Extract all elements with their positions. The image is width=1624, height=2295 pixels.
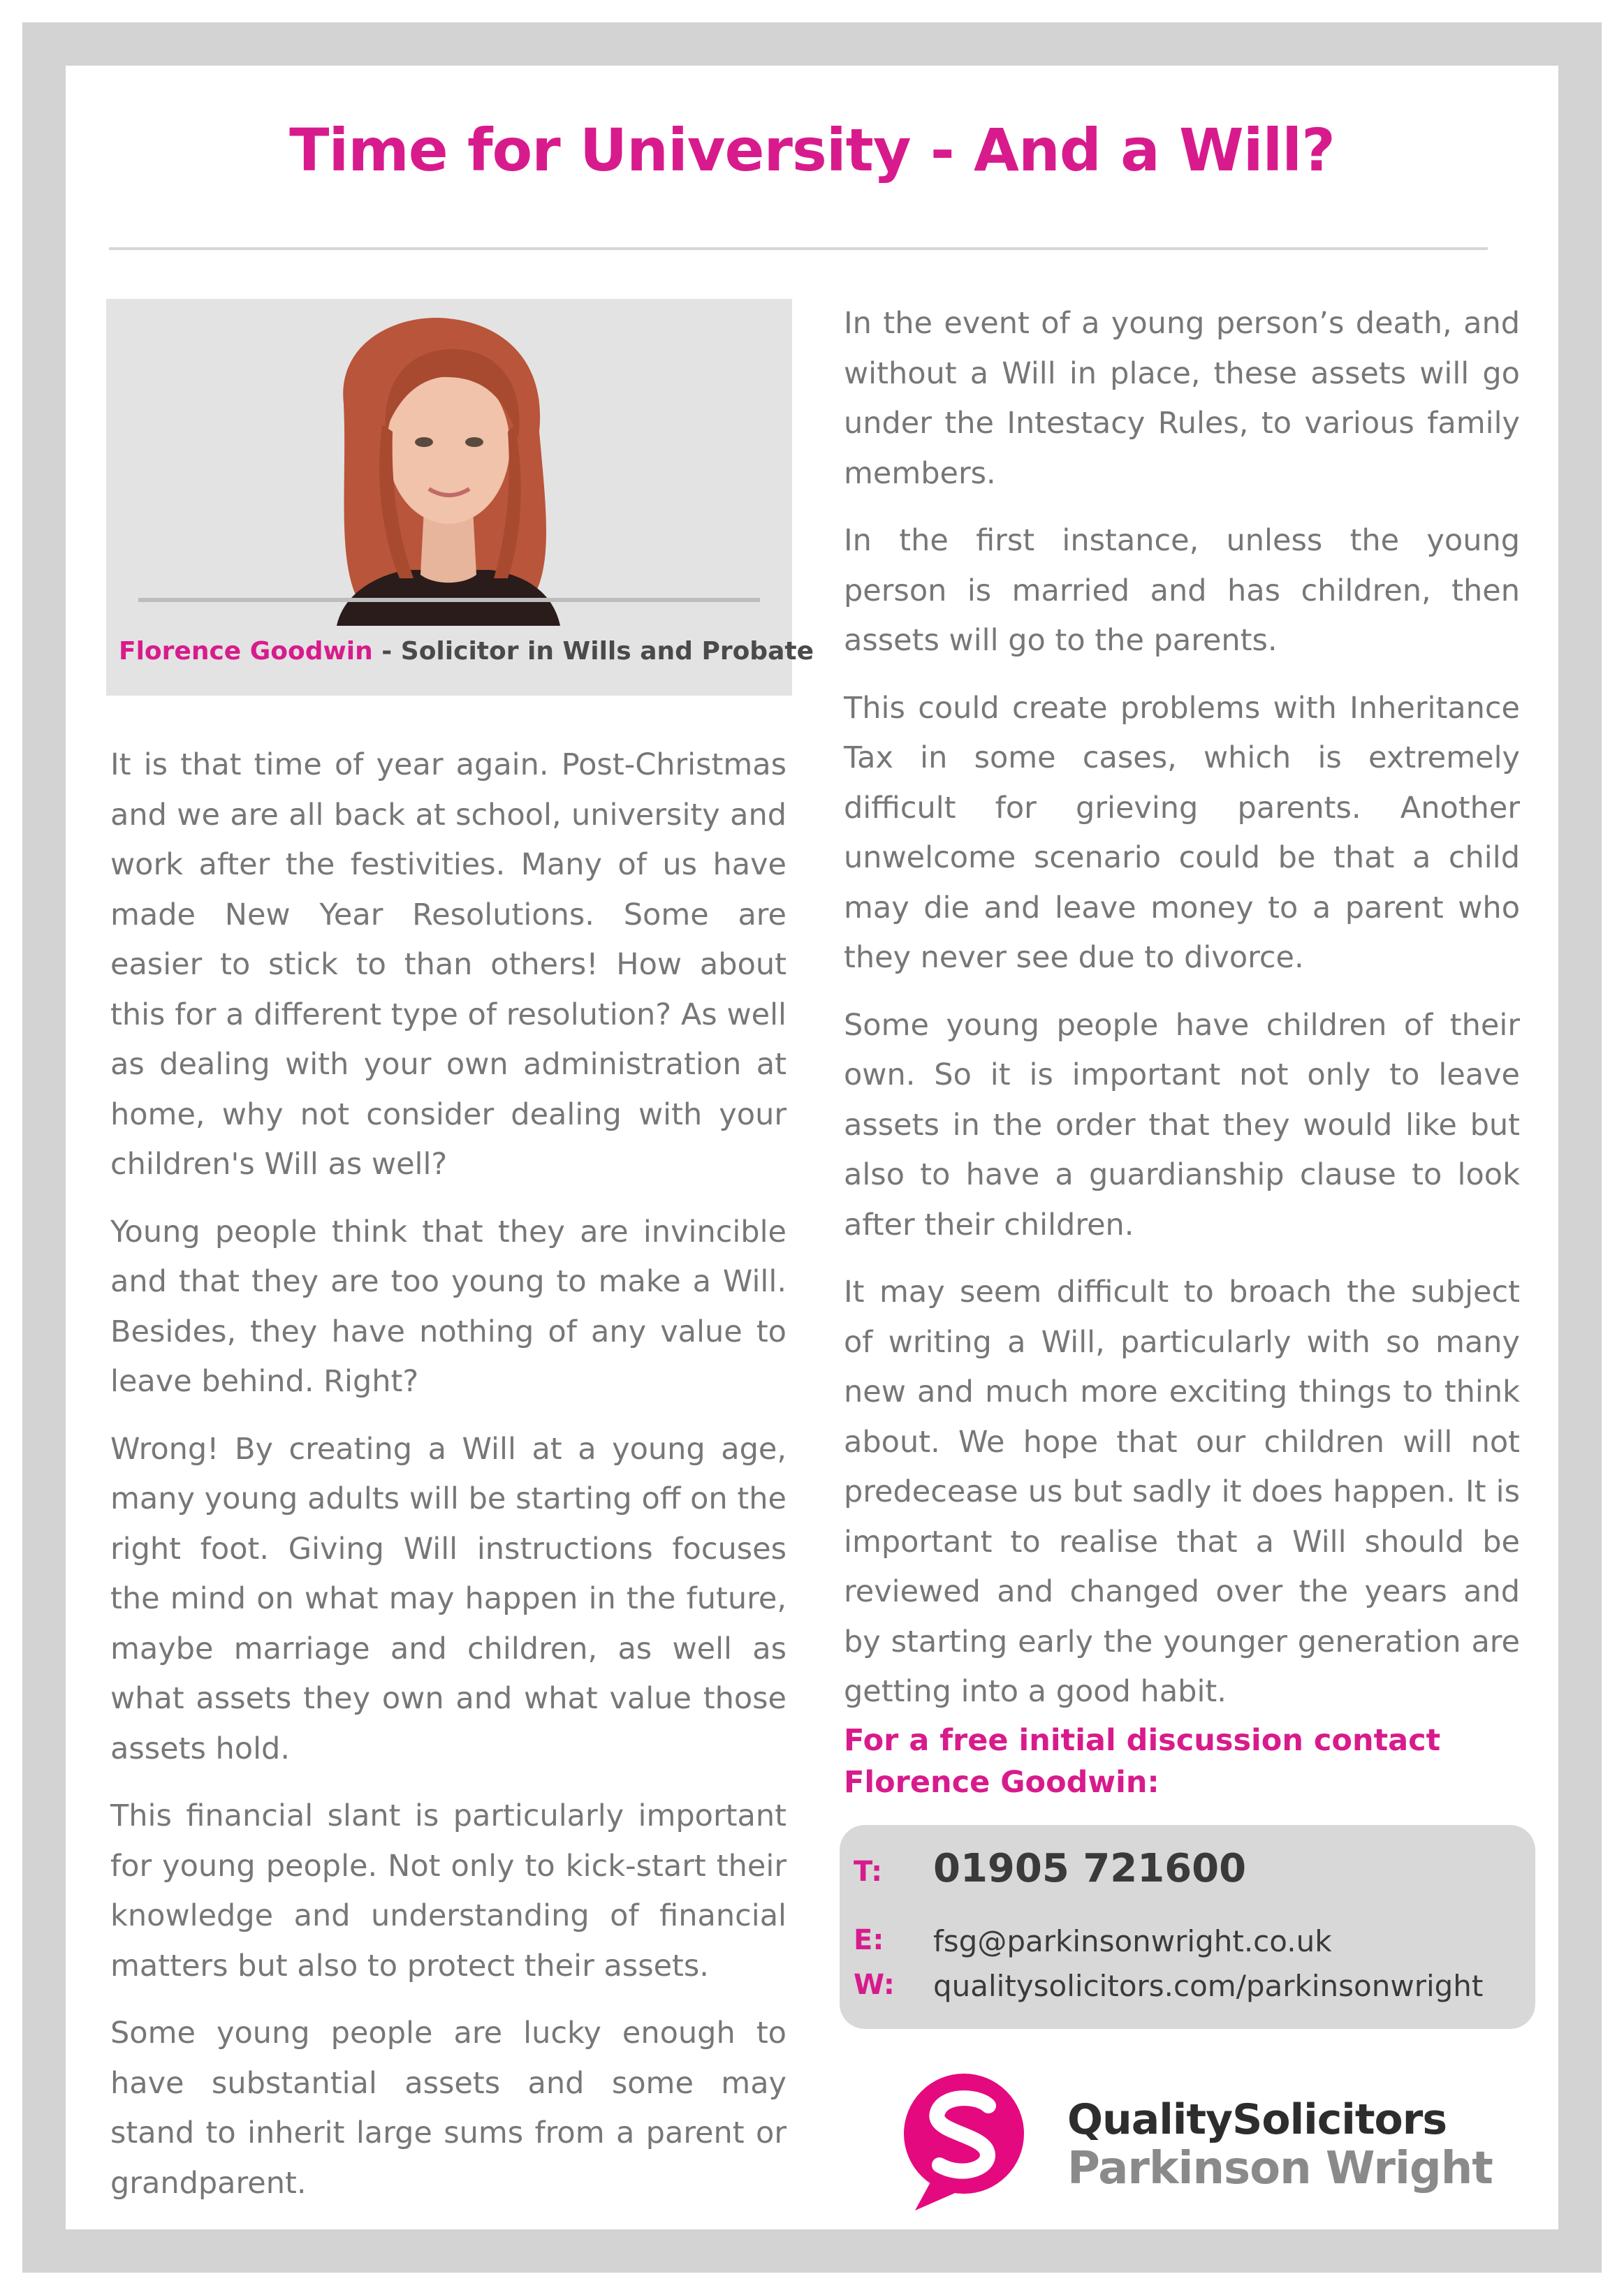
logo-text-line-1: QualitySolicitors bbox=[1067, 2095, 1447, 2144]
title-divider bbox=[109, 247, 1488, 250]
cta-line-2: Florence Goodwin: bbox=[844, 1765, 1160, 1800]
left-column bbox=[110, 740, 787, 2226]
body-paragraph: Wrong! By creating a Will at a young age, many young adults will be starting off on the right foot. Giving Will instructions focuses the mind on what may happen in the future, maybe marriage and children, as well as what assets they own and what value those assets hold. bbox=[110, 1431, 787, 1766]
caption-role: - Solicitor in Wills and Probate bbox=[372, 637, 814, 666]
body-paragraph: This financial slant is particularly important for young people. Not only to kick-start their knowledge and understanding of financial matters but also to protect their assets. bbox=[110, 1798, 787, 1984]
document-page bbox=[66, 66, 1558, 2229]
quality-solicitors-s-icon bbox=[894, 2067, 1048, 2221]
company-logo bbox=[894, 2067, 1523, 2221]
portrait-image bbox=[106, 299, 792, 626]
email-label: E: bbox=[854, 1924, 884, 1956]
body-paragraph: It may seem difficult to broach the subject of writing a Will, particularly with so many new and much more exciting things to think about. We hope that our children will not predecease us but sadly it does happen. It is important to realise that a Will should be reviewed and changed over the years and by starting early the younger generation are getting into a good habit. bbox=[844, 1275, 1520, 1709]
contact-call-to-action bbox=[844, 1720, 1520, 1803]
photo-caption bbox=[119, 637, 814, 666]
author-photo-panel bbox=[106, 299, 814, 696]
body-paragraph: Some young people are lucky enough to have substantial assets and some may stand to inherit large sums from a parent or grandparent. bbox=[110, 2016, 787, 2201]
body-paragraph: Young people think that they are invincible and that they are too young to make a Will. Besides, they have nothing of any value to leave behind. Right? bbox=[110, 1214, 787, 1399]
body-paragraph: In the first instance, unless the young person is married and has children, then assets will go to the parents. bbox=[844, 523, 1520, 658]
cta-line-1: For a free initial discussion contact bbox=[844, 1723, 1441, 1758]
website-link[interactable]: qualitysolicitors.com/parkinsonwright bbox=[933, 1969, 1484, 2003]
right-column bbox=[844, 299, 1520, 1735]
web-label: W: bbox=[854, 1969, 895, 2001]
logo-text-line-2: Parkinson Wright bbox=[1067, 2143, 1493, 2194]
body-paragraph: This could create problems with Inheritance Tax in some cases, which is extremely difficult for grieving parents. Another unwelcome scenario could be that a child may die and leave money to a parent who they never see due to divorce. bbox=[844, 690, 1520, 975]
phone-label: T: bbox=[854, 1856, 883, 1888]
contact-details-box bbox=[840, 1825, 1535, 2029]
body-paragraph: It is that time of year again. Post-Christmas and we are all back at school, university and work after the festivities. Many of us have made New Year Resolutions. Some are easier to stick to than others! How about this for a different type of resolution? As well as dealing with your own administration at home, why not consider dealing with your children's Will as well? bbox=[110, 747, 787, 1182]
email-link[interactable]: fsg@parkinsonwright.co.uk bbox=[933, 1924, 1332, 1958]
page-title: Time for University - And a Will? bbox=[289, 116, 1335, 184]
caption-name: Florence Goodwin bbox=[119, 637, 373, 666]
body-paragraph: Some young people have children of their own. So it is important not only to leave assets in the order that they would like but also to have a guardianship clause to look after their children. bbox=[844, 1007, 1520, 1242]
body-paragraph: In the event of a young person’s death, and without a Will in place, these assets will go under the Intestacy Rules, to various family members. bbox=[844, 306, 1520, 491]
phone-number[interactable]: 01905 721600 bbox=[933, 1846, 1247, 1891]
